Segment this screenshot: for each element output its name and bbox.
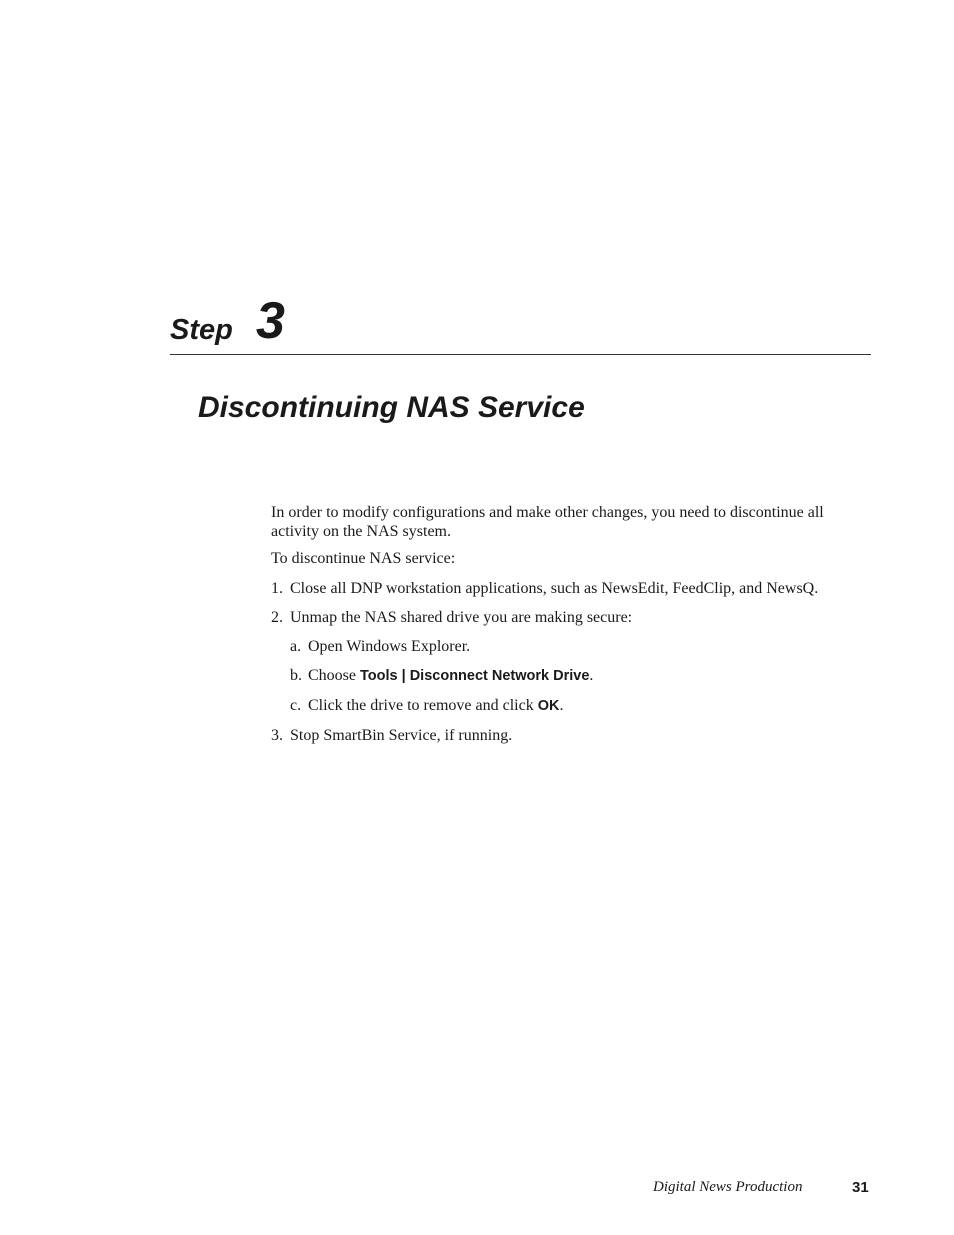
intro-paragraph: In order to modify configurations and make other changes, you need to discontinue all activity on the NAS system. [271, 504, 824, 540]
sub-list-item-letter: c. [290, 697, 302, 714]
sub-list-item [271, 696, 831, 716]
page-number: 31 [852, 1179, 869, 1196]
sub-list-item-punct: . [559, 697, 564, 714]
list-item-text: Close all DNP workstation applications, such as NewsEdit, FeedClip, and NewsQ. [290, 580, 819, 597]
list-item [271, 608, 831, 627]
step-number: 3 [256, 292, 285, 350]
menu-path: Tools | Disconnect Network Drive [360, 668, 590, 684]
sub-list-item [271, 637, 831, 656]
lead-paragraph: To discontinue NAS service: [271, 550, 456, 567]
list-item-number: 2. [271, 609, 283, 626]
ok-button-label: OK [537, 698, 560, 714]
body-content [271, 503, 831, 755]
header-rule [170, 354, 871, 355]
footer-doc-title: Digital News Production [653, 1179, 803, 1195]
list-item-number: 1. [271, 580, 283, 597]
list-item-text: Unmap the NAS shared drive you are making secure: [290, 609, 633, 626]
sub-list-item-text: Choose [308, 667, 360, 684]
sub-list-item-text: Open Windows Explorer. [308, 638, 471, 655]
sub-list-item-letter: b. [290, 667, 302, 684]
step-header [170, 290, 870, 354]
list-item [271, 726, 831, 745]
chapter-title: Discontinuing NAS Service [198, 391, 585, 424]
list-item [271, 579, 831, 598]
sub-list-item [271, 666, 831, 686]
sub-list-item-text: Click the drive to remove and click [308, 697, 538, 714]
sub-list-item-letter: a. [290, 638, 302, 655]
step-label: Step [170, 314, 233, 346]
sub-list-item-punct: . [589, 667, 594, 684]
list-item-number: 3. [271, 727, 283, 744]
list-item-text: Stop SmartBin Service, if running. [290, 727, 513, 744]
